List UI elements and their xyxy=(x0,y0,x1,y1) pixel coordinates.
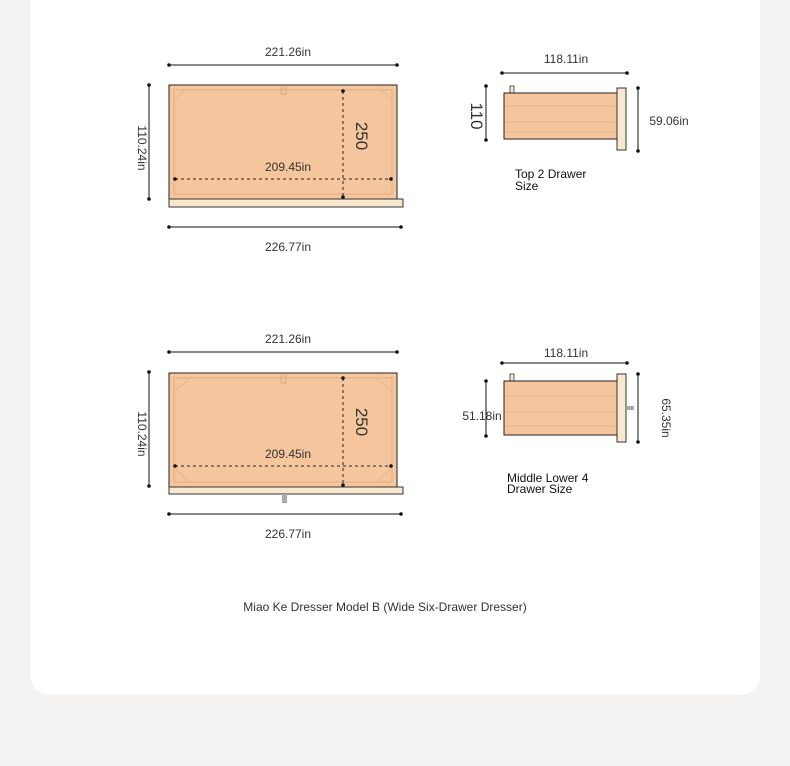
drawer-width-label: 118.11in xyxy=(543,52,589,66)
bottom-width-label: 226.77in xyxy=(264,527,312,541)
top-width-label: 221.26in xyxy=(264,45,312,59)
drawer-caption-line1: Top 2 Drawer xyxy=(515,167,587,181)
inner-width-label: 209.45in xyxy=(264,447,312,461)
bottom-width-label: 226.77in xyxy=(264,240,312,254)
drawer-front xyxy=(617,88,626,150)
drawer-caption-line2: Size xyxy=(515,179,539,193)
drawer-height-left-label: 51.18in xyxy=(462,409,502,423)
drawer-width-label: 118.11in xyxy=(543,346,589,360)
drawer-diagram-bottom xyxy=(462,346,673,496)
drawer-front xyxy=(617,374,626,442)
drawer-height-left-label: 110 xyxy=(467,102,486,130)
depth-label: 250 xyxy=(352,121,371,151)
height-label: 110.24in xyxy=(135,411,149,457)
drawer-box xyxy=(504,381,617,435)
depth-label: 250 xyxy=(352,407,371,437)
product-title: Miao Ke Dresser Model B (Wide Six-Drawer Dresser) xyxy=(243,600,527,614)
top-width-label: 221.26in xyxy=(264,332,312,346)
inner-width-label: 209.45in xyxy=(264,160,312,174)
drawer-diagram-top xyxy=(467,52,689,193)
dresser-diagram-bottom xyxy=(135,332,403,541)
dresser-base xyxy=(169,199,403,207)
dresser-diagram-top xyxy=(135,45,403,254)
drawer-caption-line1: Middle Lower 4 xyxy=(507,471,589,485)
height-label: 110.24in xyxy=(135,125,149,171)
drawer-height-right-label: 65.35in xyxy=(659,398,673,438)
drawer-caption-line2: Drawer Size xyxy=(507,482,573,496)
drawer-height-right-label: 59.06in xyxy=(649,114,689,128)
dresser-base xyxy=(169,487,403,494)
